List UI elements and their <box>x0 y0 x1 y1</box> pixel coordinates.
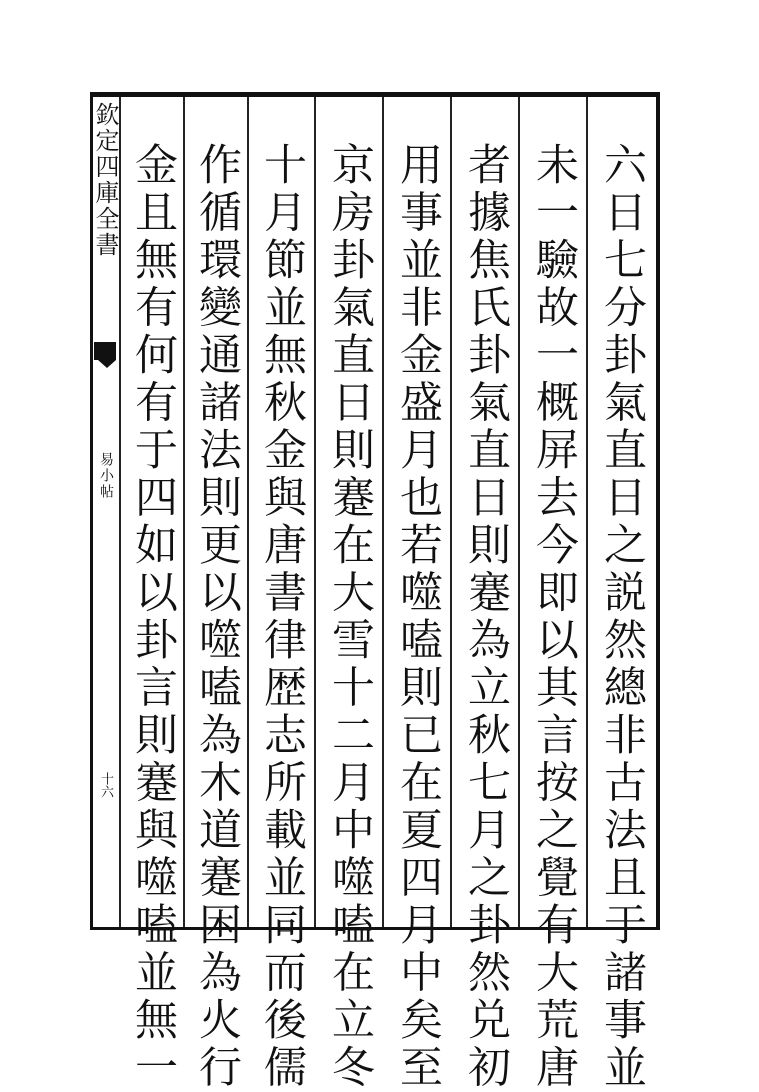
text-column-6: 十月節並無秋金與唐書律歴志所載並同而後儒 <box>257 142 307 1092</box>
text-column-7: 作循環變通諸法則更以噬嗑為木道蹇困為火行 <box>192 142 242 1092</box>
volume-label: 易小帖 <box>98 452 114 500</box>
text-column-8: 金且無有何有于四如以卦言則蹇與噬嗑並無一 <box>128 142 178 1092</box>
page-number: 十六 <box>98 772 113 798</box>
text-column-2: 未一驗故一概屏去今即以其言按之覺有大荒唐 <box>529 142 579 1092</box>
fish-tail-mark-icon <box>94 342 116 360</box>
margin-strip <box>92 96 118 926</box>
column-rule <box>518 97 520 927</box>
column-rule <box>586 97 588 927</box>
column-rule <box>382 97 384 927</box>
column-rule <box>450 97 452 927</box>
column-rule <box>314 97 316 927</box>
text-column-1: 六日七分卦氣直日之説然總非古法且于諸事並 <box>597 142 647 1092</box>
text-column-3: 者據焦氏卦氣直日則蹇為立秋七月之卦然兑初 <box>461 142 511 1092</box>
book-title: 欽定四庫全書 <box>91 102 119 258</box>
text-column-5: 京房卦氣直日則蹇在大雪十二月中噬嗑在立冬 <box>325 142 375 1092</box>
text-column-4: 用事並非金盛月也若噬嗑則已在夏四月中矣至 <box>393 142 443 1092</box>
